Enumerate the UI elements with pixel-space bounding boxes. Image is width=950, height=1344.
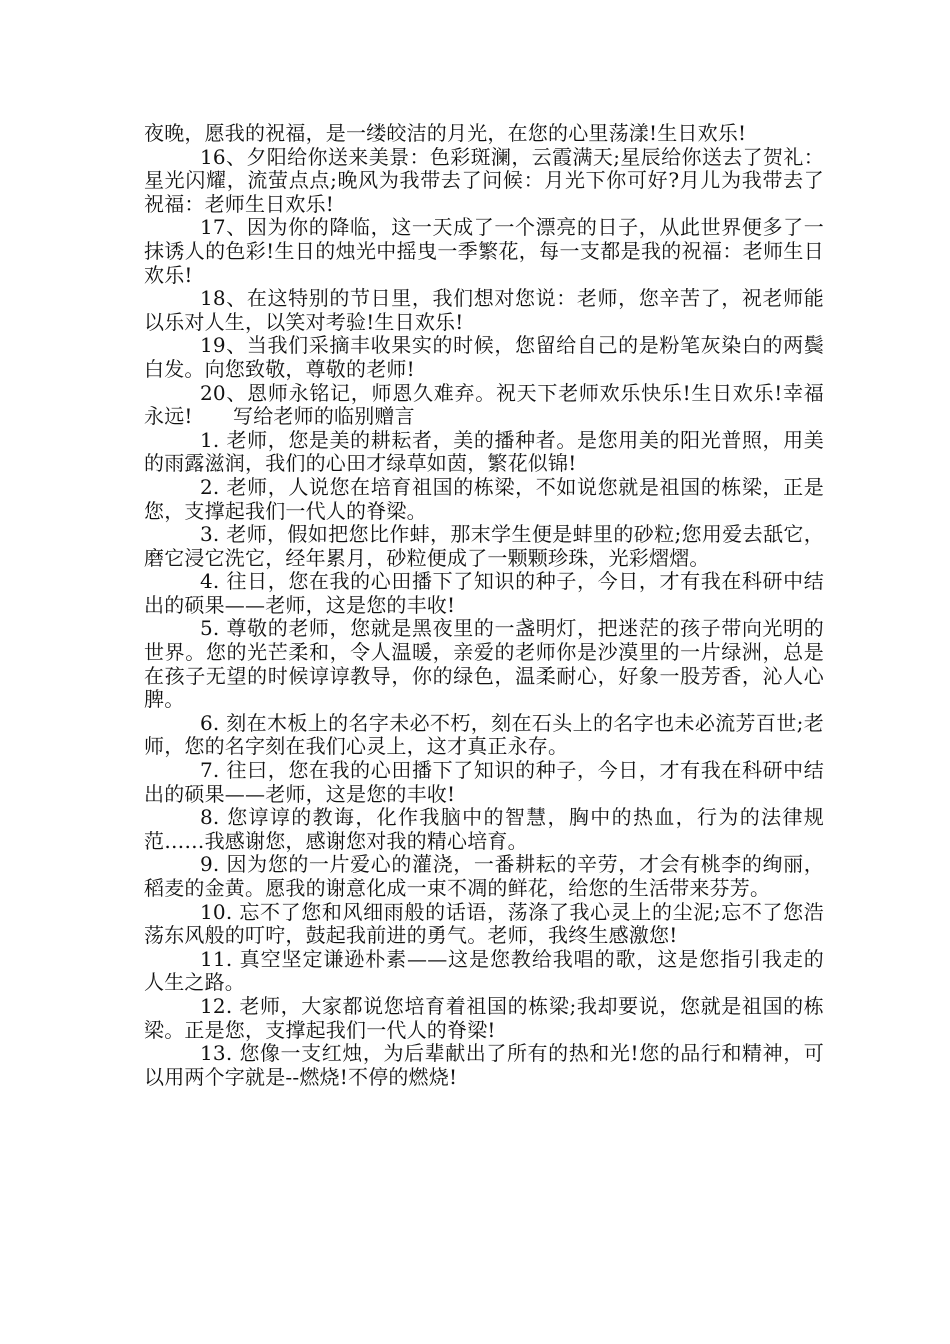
paragraph-item-7: 7. 往曰，您在我的心田播下了知识的种子，今日，才有我在科研中结出的硕果——老师，这是您的丰收! [144,758,824,806]
paragraph-item-13: 13. 您像一支红烛，为后辈献出了所有的热和光!您的品行和精神，可以用两个字就是--燃烧!不停的燃烧! [144,1041,824,1089]
paragraph-item-5: 5. 尊敬的老师，您就是黑夜里的一盏明灯，把迷茫的孩子带向光明的世界。您的光芒柔和，令人温暖，亲爱的老师你是沙漠里的一片绿洲，总是在孩子无望的时候谆谆教导，你的绿色，温柔耐心，好象一股芳香，沁人心脾。 [144,616,824,712]
paragraph-19: 19、当我们采摘丰收果实的时候，您留给自己的是粉笔灰染白的两鬓白发。向您致敬，尊敬的老师! [144,333,824,381]
paragraph-20: 20、恩师永铭记，师恩久难弃。祝天下老师欢乐快乐!生日欢乐!幸福永远! 写给老师的临别赠言 [144,380,824,429]
paragraph-item-2: 2. 老师，人说您在培育祖国的栋梁，不如说您就是祖国的栋梁，正是您，支撑起我们一代人的脊梁。 [144,474,824,523]
paragraph-item-11: 11. 真空坚定谦逊朴素——这是您教给我唱的歌，这是您指引我走的人生之路。 [144,946,824,995]
paragraph-item-12: 12. 老师，大家都说您培育着祖国的栋梁;我却要说，您就是祖国的栋梁。正是您，支撑起我们一代人的脊梁! [144,993,824,1042]
paragraph-item-8: 8. 您谆谆的教诲，化作我脑中的智慧，胸中的热血，行为的法律规范……我感谢您，感谢您对我的精心培育。 [144,805,824,853]
paragraph-item-1: 1. 老师，您是美的耕耘者，美的播种者。是您用美的阳光普照，用美的雨露滋润，我们的心田才绿草如茵，繁花似锦! [144,427,824,476]
paragraph-16: 16、夕阳给你送来美景：色彩斑澜，云霞满天;星辰给你送去了贺礼：星光闪耀，流萤点点;晚风为我带去了问候：月光下你可好?月儿为我带去了祝福：老师生日欢乐! [144,144,824,216]
paragraph-item-9: 9. 因为您的一片爱心的灌浇，一番耕耘的辛劳，才会有桃李的绚丽，稻麦的金黄。愿我的谢意化成一束不凋的鲜花，给您的生活带来芬芳。 [144,852,824,900]
paragraph-item-4: 4. 往日，您在我的心田播下了知识的种子，今日，才有我在科研中结出的硕果——老师，这是您的丰收! [144,569,824,617]
paragraph-item-10: 10. 忘不了您和风细雨般的话语，荡涤了我心灵上的尘泥;忘不了您浩荡东风般的叮咛，鼓起我前进的勇气。老师，我终生感激您! [144,899,824,948]
paragraph-item-6: 6. 刻在木板上的名字未必不朽，刻在石头上的名字也未必流芳百世;老师，您的名字刻在我们心灵上，这才真正永存。 [144,710,824,759]
document-body [144,122,824,1089]
paragraph-17: 17、因为你的降临，这一天成了一个漂亮的日子，从此世界便多了一抹诱人的色彩!生日的烛光中摇曳一季繁花，每一支都是我的祝福：老师生日欢乐! [144,215,824,287]
paragraph-item-3: 3. 老师，假如把您比作蚌，那末学生便是蚌里的砂粒;您用爱去舐它，磨它浸它洗它，经年累月，砂粒便成了一颗颗珍珠，光彩熠熠。 [144,522,824,570]
paragraph-continuation: 夜晚，愿我的祝福，是一缕皎洁的月光，在您的心里荡漾!生日欢乐! [144,121,747,145]
paragraph-18: 18、在这特别的节日里，我们想对您说：老师，您辛苦了，祝老师能以乐对人生，以笑对考验!生日欢乐! [144,286,824,334]
